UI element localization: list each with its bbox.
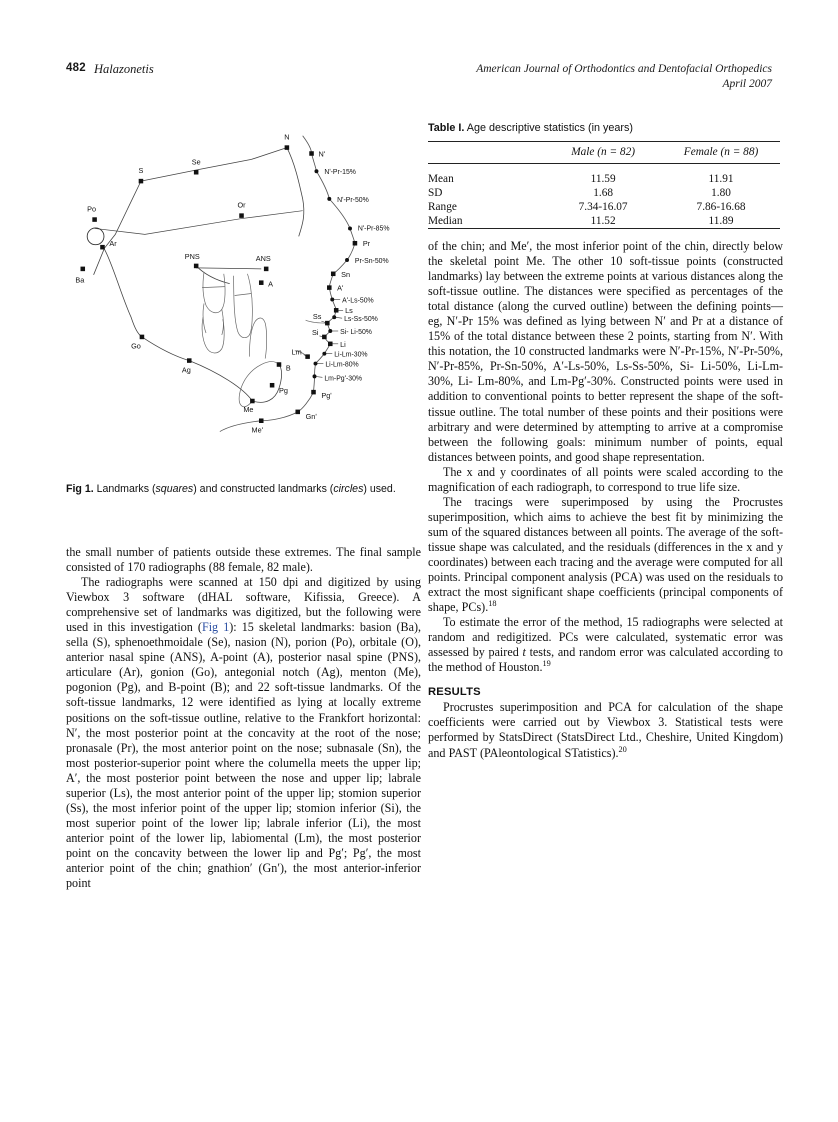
table-cell-mean-male: 11.59 <box>590 173 616 185</box>
landmark-label-NPr50: Nʹ-Pr-50% <box>337 196 369 204</box>
table-1 <box>428 122 780 229</box>
landmark-label-Go: Go <box>131 341 141 351</box>
landmark-label-PrSn50: Pr-Sn-50% <box>354 257 389 265</box>
landmark-point-SiLi50 <box>328 329 332 333</box>
table-1-label: Table I. <box>428 122 465 134</box>
landmark-point-Ba <box>80 267 85 272</box>
running-head <box>66 62 772 102</box>
landmark-label-Aprime: Aʹ <box>337 283 344 293</box>
figure-1-image <box>66 118 421 473</box>
landmark-label-Pgprime: Pgʹ <box>321 391 332 401</box>
landmark-label-Ar: Ar <box>109 239 117 249</box>
landmark-point-PrSn50 <box>345 258 349 262</box>
right-paragraph-3 <box>428 495 783 615</box>
landmark-label-SiLi50: Si- Li-50% <box>340 328 372 336</box>
figure-caption-text-2: ) and constructed landmarks ( <box>193 483 334 495</box>
landmark-label-B: B <box>285 363 291 373</box>
table-row-label-sd: SD <box>428 187 443 199</box>
table-row-label-range: Range <box>428 201 457 213</box>
table-row-label-mean: Mean <box>428 173 454 185</box>
landmark-label-Ag: Ag <box>181 365 191 375</box>
landmark-label-Gnprime: Gnʹ <box>305 411 317 421</box>
figure-caption-italic-2: circles <box>333 483 364 495</box>
right-paragraph-4-a: To estimate the error of the method, 15 radiographs were selected at random and redigitized. PCs were calculated, systematic error was assessed by paired <box>428 615 783 660</box>
right-paragraph-4 <box>428 615 783 675</box>
section-heading-results: RESULTS <box>428 686 481 699</box>
table-spacer <box>428 164 780 173</box>
landmark-label-Meprime: Meʹ <box>251 425 264 435</box>
right-paragraph-1: of the chin; and Meʹ, the most inferior point of the chin, directly below the skeletal point Me. The other 10 soft-tissue points (constructed landmarks) lay between the extreme points at various distances along the soft-tissue outline. The distances were specified as percentages of the total distance (along the curved outline) between the defining points—eg, Nʹ-Pr 15% was defined as lying between Nʹ and Pr at a distance of 15% of the total distance between these 2 points, starting from Nʹ. With this notation, the 10 constructed landmarks were Nʹ-Pr-15%, Nʹ-Pr-50%, Nʹ-Pr-85%, Pr-Sn-50%, Aʹ-Ls-50%, Ls-Ss-50%, Si- Li-50%, Li-Lm-30%, Li- Lm-80%, and Lm-Pgʹ-30%. Constructed points were used in addition to conventional points to better represent the shape of the soft-tissue outline. The total number of these points and their positions were arbitrary and were determined by attempting to arrive at a compromise between the following goals: minimum number of points, equal distances between points, and good shape representation. <box>428 239 783 464</box>
table-row-range <box>428 200 780 214</box>
landmark-point-NPr15 <box>315 169 319 173</box>
table-col-head-female: Female (n = 88) <box>683 146 759 158</box>
landmark-point-A <box>259 280 264 285</box>
table-1-grid <box>428 141 780 229</box>
landmark-point-Pr <box>353 241 358 246</box>
landmark-point-Me <box>250 399 255 404</box>
reference-18[interactable]: 18 <box>488 599 497 609</box>
landmark-point-Se <box>194 170 199 175</box>
landmark-point-Pg <box>270 383 275 388</box>
landmark-point-Ss <box>325 321 330 326</box>
table-row-sd <box>428 186 780 200</box>
landmark-label-LiLm30: Li-Lm-30% <box>334 351 368 359</box>
table-1-caption <box>428 122 780 134</box>
figure-1-crossref-link[interactable]: Fig 1 <box>201 620 230 635</box>
left-paragraph-2-b: ): 15 skeletal landmarks: basion (Ba), sella (S), sphenoethmoidale (Se), nasion (N), porion (Po), orbitale (O), anterior nasal spine (ANS), A-point (A), posterior nasal spine (PNS), articulare (Ar), gonion (Go), antegonial notch (Ag), menton (Me), pogonion (Pg), and B-point (B); and 22 soft-tissue landmarks. Of the soft-tissue landmarks, 12 were identified as lying at locally extreme positions on the soft-tissue outline, relative to the Frankfort horizontal: Nʹ, the most posterior point at the concavity at the root of the nose; pronasale (Pr), the most anterior point on the nose; subnasale (Sn), the most posterior-superior point where the columella meets the upper lip; Aʹ, the most posterior point between the nose and upper lip; labrale superior (Ls), the most anterior point of the upper lip; stomion superior (Ss), the most inferior point of the upper lip; stomion inferior (Si), the most superior point of the lower lip; labrale inferior (Li), the most anterior point of the lower lip, labiomental (Lm), the most posterior point on the concavity between the lower lip and Pgʹ; Pgʹ, the most anterior point of the chin; gnathionʹ (Gnʹ), the most anterior-inferior point <box>66 620 422 891</box>
landmark-label-LsSs50: Ls-Ss-50% <box>344 316 378 324</box>
table-1-body <box>428 163 780 229</box>
journal-title: American Journal of Orthodontics and Dentofacial Orthopedics <box>476 63 772 75</box>
landmark-label-Ss: Ss <box>312 312 322 322</box>
table-row-median <box>428 214 780 229</box>
landmark-points <box>80 145 357 423</box>
landmark-label-Li: Li <box>340 339 346 349</box>
right-paragraph-5-text: Procrustes superimposition and PCA for calculation of the shape coefficients were carried out by Viewbox 3. Statistical tests were performed by StatsDirect (StatsDirect Ltd., Cheshire, United Kingdom) and PAST (PAleontological STatistics). <box>428 700 783 760</box>
table-cell-median-female: 11.89 <box>708 215 734 227</box>
left-column <box>66 545 421 891</box>
landmark-point-Gnprime <box>295 410 300 415</box>
figure-caption-text-3: ) used. <box>363 483 396 495</box>
landmark-label-NPr85: Nʹ-Pr-85% <box>357 225 390 233</box>
landmark-point-Li <box>328 342 333 347</box>
landmark-label-A: A <box>268 279 274 289</box>
t-test-italic: t <box>522 645 526 660</box>
landmark-label-Me: Me <box>243 404 254 414</box>
table-1-title: Age descriptive statistics (in years) <box>464 122 634 134</box>
landmark-point-B <box>277 362 282 367</box>
table-row-mean <box>428 172 780 186</box>
page-folio: 482 <box>66 62 86 74</box>
table-col-head-male: Male (n = 82) <box>571 146 635 158</box>
landmark-point-Ag <box>187 358 192 363</box>
figure-caption-text-1: Landmarks ( <box>93 483 156 495</box>
table-1-head <box>428 142 780 164</box>
porion-circle-marker <box>87 228 104 245</box>
landmark-point-LiLm80 <box>314 362 318 366</box>
running-author: Halazonetis <box>94 62 154 76</box>
landmark-label-Se: Se <box>191 157 201 167</box>
tracing-outlines <box>94 136 355 432</box>
table-col-head-blank <box>428 142 544 164</box>
landmark-labels <box>75 133 389 435</box>
landmark-label-PNS: PNS <box>184 252 200 262</box>
table-cell-sd-female: 1.80 <box>711 187 731 199</box>
table-cell-sd-male: 1.68 <box>593 187 613 199</box>
landmark-point-ALs50 <box>330 297 334 301</box>
left-paragraph-2-a: The radiographs were scanned at 150 dpi and digitized by using Viewbox 3 software (dHAL software, Kifissia, Greece). A comprehensive set of landmarks was digitized, but the following were used in this investigation ( <box>66 575 421 635</box>
landmark-label-Sn: Sn <box>341 269 351 279</box>
right-column <box>428 239 783 761</box>
landmark-label-LiLm80: Li-Lm-80% <box>325 361 359 369</box>
landmark-point-LmPg30 <box>313 374 317 378</box>
table-cell-range-male: 7.34-16.07 <box>578 201 628 213</box>
landmark-label-ALs50: Aʹ-Ls-50% <box>342 297 374 305</box>
landmark-point-LsSs50 <box>332 315 336 319</box>
landmark-label-Po: Po <box>87 204 97 214</box>
reference-20[interactable]: 20 <box>618 744 627 754</box>
reference-19[interactable]: 19 <box>542 659 551 669</box>
landmark-label-Lm: Lm <box>291 347 302 357</box>
landmark-point-Po <box>92 217 97 222</box>
landmark-point-PNS <box>194 264 199 269</box>
landmark-point-Pgprime <box>311 390 316 395</box>
cephalometric-tracing-svg <box>66 118 421 473</box>
landmark-point-Ls <box>334 308 339 313</box>
landmark-point-Or <box>239 213 244 218</box>
table-spacer-row <box>428 164 780 173</box>
landmark-point-Sn <box>331 272 336 277</box>
table-header-row <box>428 142 780 164</box>
table-row-label-median: Median <box>428 215 463 227</box>
landmark-point-Ar <box>100 245 105 250</box>
figure-1 <box>66 118 421 497</box>
landmark-label-Ba: Ba <box>75 275 85 285</box>
landmark-point-Lm <box>305 354 310 359</box>
landmark-point-LiLm30 <box>322 352 326 356</box>
table-cell-mean-female: 11.91 <box>708 173 734 185</box>
landmark-label-Si: Si <box>311 327 319 337</box>
landmark-point-NPr85 <box>348 226 352 230</box>
landmark-point-S <box>139 179 144 184</box>
landmark-label-ANS: ANS <box>255 253 271 263</box>
landmark-point-NPr50 <box>327 197 331 201</box>
landmark-point-Go <box>140 335 145 340</box>
journal-issue: April 2007 <box>722 77 772 90</box>
landmark-point-Si <box>322 335 327 340</box>
right-paragraph-4-b: tests, and random error was calculated according to the method of Houston. <box>428 645 783 675</box>
right-paragraph-3-text: The tracings were superimposed by using the Procrustes superimposition, which aims to achieve the best fit by minimizing the sum of the squared distances between all points. The average of the soft-tissue shape was calculated, and the residuals (differences in the x and y coordinates) between each tracing and the average were computed for all points. Principal component analysis (PCA) was used on the residuals to extract the most significant shape coefficients (principal components of shape, PCs). <box>428 494 783 615</box>
landmark-label-N: N <box>284 132 290 142</box>
landmark-label-NPr15: Nʹ-Pr-15% <box>324 169 356 177</box>
figure-caption-italic-1: squares <box>155 483 194 495</box>
landmark-label-Or: Or <box>237 200 246 210</box>
figure-1-label: Fig 1. <box>66 483 94 495</box>
landmark-label-Ls: Ls <box>345 306 353 316</box>
landmark-point-Nprime <box>309 151 314 156</box>
landmark-label-Pr: Pr <box>362 239 371 249</box>
landmark-label-Pg: Pg <box>278 386 288 396</box>
table-cell-range-female: 7.86-16.68 <box>696 201 746 213</box>
table-cell-median-male: 11.52 <box>590 215 616 227</box>
running-journal <box>476 62 772 91</box>
right-paragraph-5 <box>428 700 783 760</box>
landmark-point-N <box>285 145 290 150</box>
landmark-point-Aprime <box>327 285 332 290</box>
landmark-label-LmPg30: Lm-Pgʹ-30% <box>324 375 363 383</box>
right-paragraph-2: The x and y coordinates of all points were scaled according to the magnification of each radiograph, to correspond to true life size. <box>428 464 783 494</box>
landmark-label-S: S <box>138 166 144 176</box>
figure-1-caption <box>66 483 421 497</box>
landmark-point-Meprime <box>259 418 264 423</box>
left-paragraph-2 <box>66 575 421 891</box>
landmark-point-ANS <box>264 267 269 272</box>
left-paragraph-1: the small number of patients outside these extremes. The final sample consisted of 170 radiographs (88 female, 82 male). <box>66 545 421 575</box>
landmark-label-Nprime: Nʹ <box>318 149 326 159</box>
